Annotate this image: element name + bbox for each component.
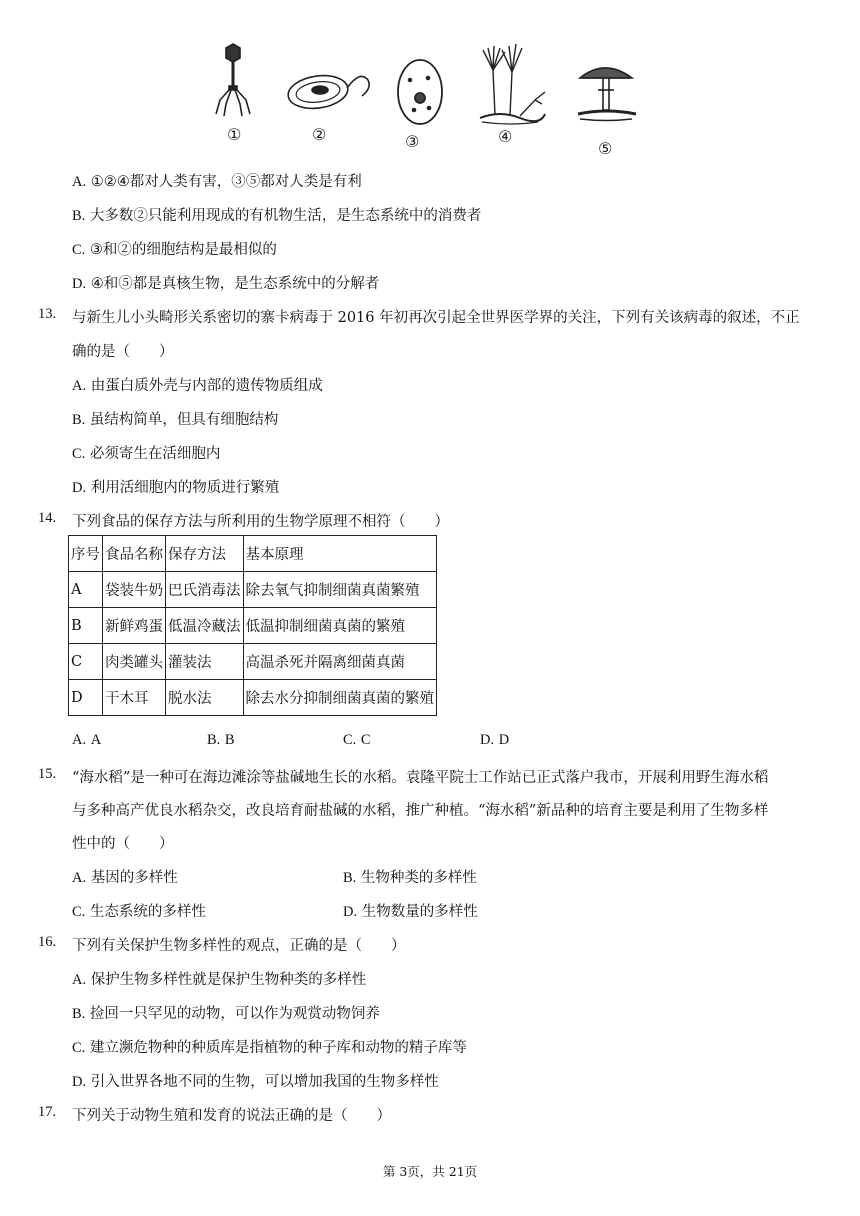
table-cell: 巴氏消毒法 <box>166 572 244 608</box>
q12-option-c <box>72 238 277 259</box>
q15-option-b <box>343 866 477 887</box>
q13-option-a-text: 由蛋白质外壳与内部的遗传物质组成 <box>90 378 323 394</box>
table-header-row <box>69 536 437 572</box>
q14-option-b <box>207 732 235 749</box>
table-cell: 干木耳 <box>103 680 166 716</box>
q15-stem-line3: 性中的（ ） <box>72 836 174 852</box>
q14-option-d-key: D. <box>480 732 495 748</box>
table-cell: 低温抑制细菌真菌的繁殖 <box>243 608 437 644</box>
q13-option-c-text: 必须寄生在活细胞内 <box>89 446 221 462</box>
q15-option-a-text: 基因的多样性 <box>90 870 178 886</box>
q12-option-d-key: D. <box>72 276 87 292</box>
q12-option-b <box>72 204 481 225</box>
table-cell: 灌装法 <box>166 644 244 680</box>
q15-option-a <box>72 866 178 887</box>
q14-option-a <box>72 732 101 749</box>
q14-option-a-key: A. <box>72 732 87 748</box>
mushroom-icon <box>578 68 636 121</box>
q12-option-b-text: 大多数②只能利用现成的有机物生活，是生态系统中的消费者 <box>89 208 482 224</box>
q14-stem: 下列食品的保存方法与所利用的生物学原理不相符（ ） <box>72 514 449 530</box>
table-cell: 脱水法 <box>166 680 244 716</box>
q12-option-d <box>72 272 379 293</box>
q13-option-a <box>72 374 323 395</box>
figure-label-1: ① <box>227 125 242 144</box>
q15-number: 15. <box>38 766 57 782</box>
q16-option-b <box>72 1002 380 1023</box>
q15-option-d <box>343 900 478 921</box>
q13-option-d-text: 利用活细胞内的物质进行繁殖 <box>90 480 280 496</box>
table-cell: 高温杀死并隔离细菌真菌 <box>243 644 437 680</box>
q15-option-c-key: C. <box>72 904 86 920</box>
q16-option-b-text: 捡回一只罕见的动物，可以作为观赏动物饲养 <box>89 1006 380 1022</box>
q12-option-a <box>72 170 362 191</box>
table-cell: 新鲜鸡蛋 <box>103 608 166 644</box>
q12-option-b-key: B. <box>72 208 86 224</box>
table-row <box>69 644 437 680</box>
q16-option-c-text: 建立濒危物种的种质库是指植物的种子库和动物的精子库等 <box>89 1040 467 1056</box>
q16-option-a-text: 保护生物多样性就是保护生物种类的多样性 <box>90 972 367 988</box>
figure-label-4: ④ <box>498 127 513 146</box>
table-cell: 除去水分抑制细菌真菌的繁殖 <box>243 680 437 716</box>
table-cell: 肉类罐头 <box>103 644 166 680</box>
q14-option-d <box>480 732 509 749</box>
q12-option-a-text: ①②④都对人类有害，③⑤都对人类是有利 <box>90 174 362 190</box>
q15-option-b-text: 生物种类的多样性 <box>360 870 477 886</box>
q12-option-c-key: C. <box>72 242 86 258</box>
q13-option-c <box>72 442 220 463</box>
q13-option-a-key: A. <box>72 378 87 394</box>
q15-option-c <box>72 900 206 921</box>
figure-label-3: ③ <box>405 132 420 151</box>
q13-stem-line1: 与新生儿小头畸形关系密切的寨卡病毒于 2016 年初再次引起全世界医学界的关注，下列有关该病毒的叙述，不正 <box>72 310 800 326</box>
q12-option-a-key: A. <box>72 174 87 190</box>
q15-stem-line1: “海水稻”是一种可在海边滩涂等盐碱地生长的水稻。袁隆平院士工作站已正式落户我市，开展利用野生海水稻 <box>72 770 769 786</box>
q16-option-c-key: C. <box>72 1040 86 1056</box>
table-header-cell: 序号 <box>69 536 103 572</box>
table-header-cell: 保存方法 <box>166 536 244 572</box>
table-cell: B <box>69 608 103 644</box>
q16-option-c <box>72 1036 467 1057</box>
q14-option-c-text: C <box>360 732 371 748</box>
table-cell: 除去氧气抑制细菌真菌繁殖 <box>243 572 437 608</box>
q17-number: 17. <box>38 1104 57 1120</box>
organisms-figure <box>200 30 660 165</box>
q13-option-b-key: B. <box>72 412 86 428</box>
q16-number: 16. <box>38 934 57 950</box>
q12-option-c-text: ③和②的细胞结构是最相似的 <box>89 242 277 258</box>
q16-stem: 下列有关保护生物多样性的观点，正确的是（ ） <box>72 938 406 954</box>
table-cell: A <box>69 572 103 608</box>
figure-label-2: ② <box>312 125 327 144</box>
q12-option-d-text: ④和⑤都是真核生物，是生态系统中的分解者 <box>90 276 380 292</box>
figure-label-5: ⑤ <box>598 139 613 158</box>
q14-option-c-key: C. <box>343 732 357 748</box>
q15-option-c-text: 生态系统的多样性 <box>89 904 206 920</box>
q15-option-b-key: B. <box>343 870 357 886</box>
q13-option-d <box>72 476 279 497</box>
mold-icon <box>480 44 545 124</box>
q13-number: 13. <box>38 306 57 322</box>
table-row <box>69 608 437 644</box>
q13-option-b-text: 虽结构简单，但具有细胞结构 <box>89 412 279 428</box>
q14-number: 14. <box>38 510 57 526</box>
table-cell: C <box>69 644 103 680</box>
q13-option-d-key: D. <box>72 480 87 496</box>
q14-option-a-text: A <box>90 732 102 748</box>
table-cell: 低温冷藏法 <box>166 608 244 644</box>
table-header-cell: 基本原理 <box>243 536 437 572</box>
table-row <box>69 572 437 608</box>
bacteriophage-icon <box>216 44 250 116</box>
q16-option-a-key: A. <box>72 972 87 988</box>
q14-option-d-text: D <box>498 732 510 748</box>
page-footer: 第 3页，共 21页 <box>382 1164 478 1179</box>
q16-option-d <box>72 1070 439 1091</box>
q15-option-d-text: 生物数量的多样性 <box>361 904 478 920</box>
q14-option-b-key: B. <box>207 732 221 748</box>
q16-option-a <box>72 968 366 989</box>
q13-option-c-key: C. <box>72 446 86 462</box>
q17-stem: 下列关于动物生殖和发育的说法正确的是（ ） <box>72 1108 391 1124</box>
table-cell: 袋装牛奶 <box>103 572 166 608</box>
q14-option-c <box>343 732 371 749</box>
protist-icon <box>286 72 369 112</box>
table-row <box>69 680 437 716</box>
q16-option-d-key: D. <box>72 1074 87 1090</box>
yeast-cell-icon <box>398 60 442 124</box>
q15-option-a-key: A. <box>72 870 87 886</box>
q16-option-d-text: 引入世界各地不同的生物，可以增加我国的生物多样性 <box>90 1074 439 1090</box>
table-header-cell: 食品名称 <box>103 536 166 572</box>
q14-table <box>68 535 437 716</box>
q13-option-b <box>72 408 278 429</box>
q14-option-b-text: B <box>224 732 235 748</box>
q16-option-b-key: B. <box>72 1006 86 1022</box>
q15-stem-line2: 与多种高产优良水稻杂交，改良培育耐盐碱的水稻，推广种植。“海水稻”新品种的培育主要是利用了生物多样 <box>72 803 769 819</box>
q13-stem-line2: 确的是（ ） <box>72 344 174 360</box>
q15-option-d-key: D. <box>343 904 358 920</box>
table-cell: D <box>69 680 103 716</box>
